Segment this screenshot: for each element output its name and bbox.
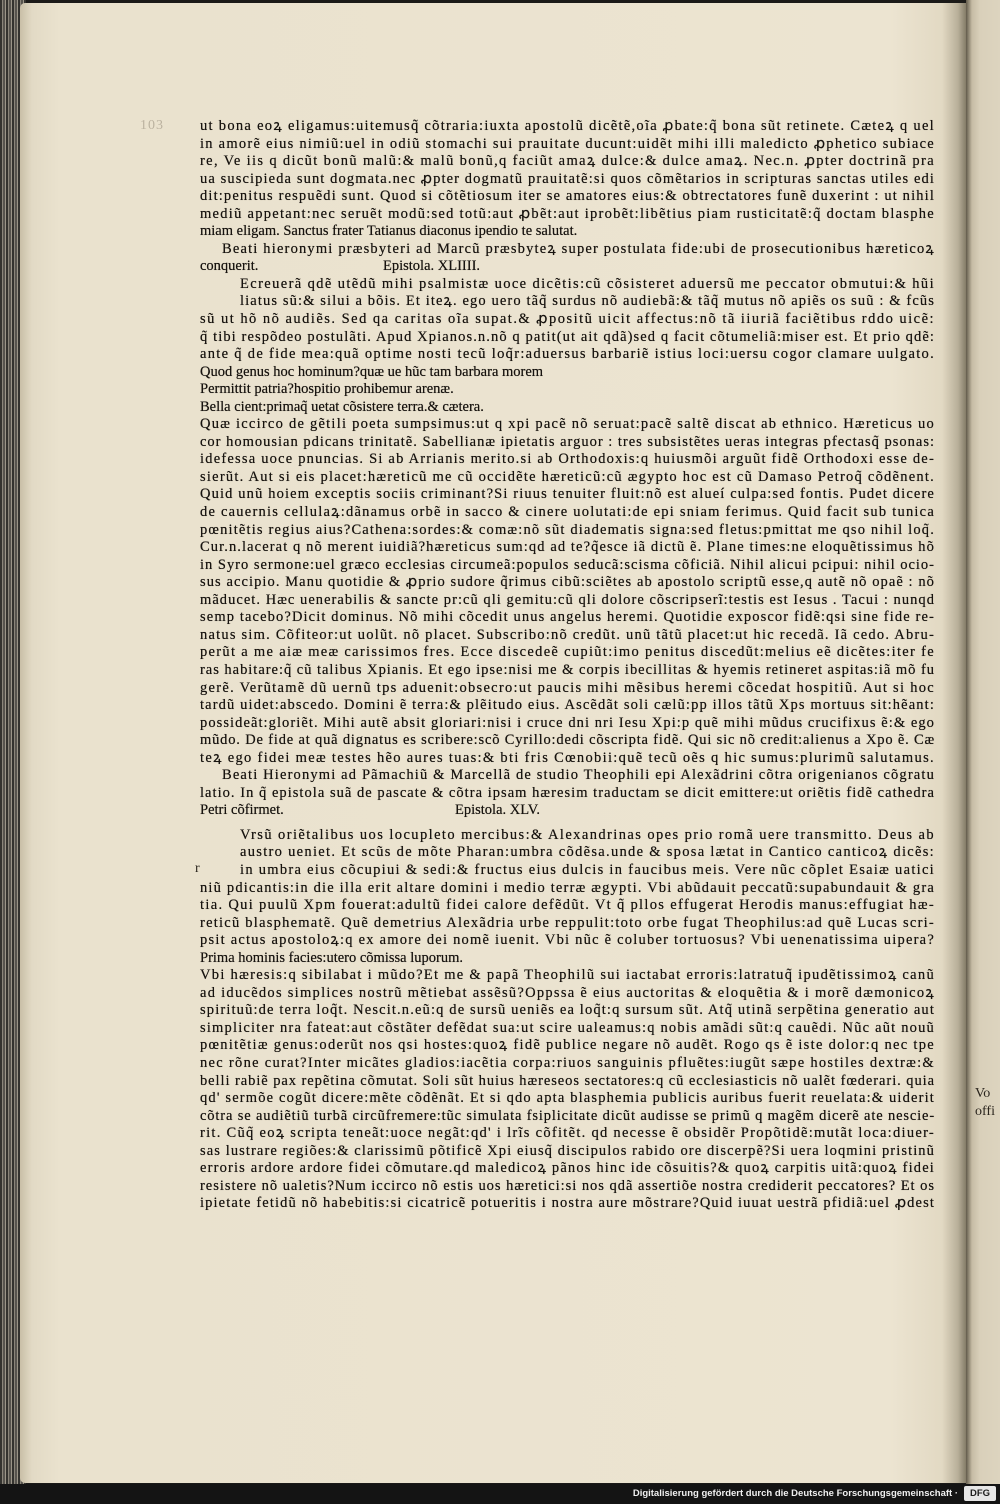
text-line [200,522,935,540]
line-text: gerẽ. Verũtamẽ dũ uernũ tps aduenit:obsecro:ut paucis mihi mẽsibus heremi cõcedat hospitiũ. Aut si hoc [200,679,935,696]
text-line [200,1002,935,1020]
line-text: Cur.n.lacerat q nõ merent iuidiã?hæreticus sum:qd ad te?q̃esce iã dictũ ẽ. Plane times:ne eloquẽtissimus hõ [200,539,935,556]
text-line [200,880,935,898]
text-line [200,897,935,915]
text-line [200,311,935,329]
line-text: sas lustrare regiões:& clarissimũ põtificẽ Xpi eiusq̃ discipulos rabido ore discerpẽ?Si uera loqmini pristinũ [200,1142,935,1159]
verse-line [200,399,935,417]
line-text: in umbra eius cõcupiui & sedi:& fructus eius dulcis in faucibus meis. Vere nũc cõplet Esaiæ uatici [240,861,935,878]
line-text: dit:penitus respuẽdi sunt. Quod si cõtẽtiosum iter se amatores eius:& obtrectatores funẽ duxerint : ut nihil [200,188,935,205]
text-line [200,1073,935,1091]
line-text: ipietate fetidũ nõ habebitis:si cicatricẽ potueritis i nostra aure mõstrare?Quid iuuat uestrã pfidiã:uel ꝓdest [200,1195,935,1212]
line-text: Bella cient:primaq̃ uetat cõsistere terra.& cætera. [200,398,484,415]
line-text: tia. Qui puulũ Xpm fouerat:adultũ fidei calore defẽdũt. Vt q̃ pllos effugerat Herodis manus:effugiat hæ- [200,897,935,914]
line-text: q̃ tibi respõdeo postulãti. Apud Xpianos.n.nõ q patit(ut ait qdã)sed q facit cõtumeliã:miser est. Et prio qdẽ: [200,328,935,345]
line-text: semp tacebo?Dicit dominus. Nõ mihi cõcedit unus angelus heremi. Quotidie exposcor fidẽ:qsi sine fide re- [200,609,935,626]
line-text: ad iducẽdos simplices nostrũ mẽtiebat assẽsũ?Oppssa ẽ eius auctoritas & eloquẽtia & i morẽ dæmonicoꝝ [200,984,935,1001]
text-line [200,1143,935,1161]
text-line [200,153,935,171]
line-text: mãducet. Hæc uenerabilis & sancte pr:cũ qli gemitu:cũ qli dolore cõscripserĩ:testis est Iesus . Tacui : nunqd [200,591,935,608]
text-line [200,539,935,557]
text-line [200,1178,935,1196]
line-text: niũ pdicantis:in die illa erit altare domini i medio terræ ægypti. Vbi abũdauit peccatũ:supabundauit & gra [200,879,935,896]
line-text: Ecreuerã qdẽ utẽdũ mihi psalmistæ uoce dicẽtis:cũ cõsisteret aduersũ me peccator obmutui:& hũi [240,275,935,292]
epistle-number: Epistola. XLIIII. [383,258,481,275]
text-line [200,188,935,206]
line-text: perũt a me aiæ meæ carissimos fres. Ecce discedeẽ cupiũt:imo penitus discedũt:melius eẽ dicẽtes:iter fe [200,644,935,661]
text-line [200,118,935,136]
dfg-logo: DFG [964,1486,996,1501]
line-text: rit. Cũq̃ eoꝝ scripta teneãt:uoce negãt:qd' i lrĩs cõfitẽt. qd necesse ẽ obsidẽr Propõtidẽ:mutãt loca:diuer- [200,1125,936,1142]
line-text: ante q̃ de fide mea:quã optime nosti tecũ loq̃r:aduersus barbariẽ istius loci:uersu cogor clamare uulgato. [200,346,935,363]
text-line [200,136,935,154]
text-line [200,1037,935,1055]
line-text: cor homousian pdicans trinitatẽ. Sabellianæ ipietatis arguor : tres subsistẽtes ueras integras pfectasq̃ psonas: [200,433,935,450]
line-text: Vbi hæresis:q sibilabat i mũdo?Et me & papã Theophilũ sui iactabat erroris:latratuq̃ ipudẽtissimoꝝ canũ [200,967,936,984]
text-line [200,715,935,733]
line-text: latio. In q̃ epistola suã de pascate & cõtra ipsam hæresim traductam se dicit emittere:ut oriẽtis fidẽ cathedra [200,784,935,801]
text-line [200,1125,935,1143]
text-line [200,346,935,364]
line-text: mũdo. De fide at quã dignatus es scribere:scõ Cyrillo:dedi cõscripta fidẽ. Qui sic nõ credit:alienus a Xpo ẽ. Cæ [200,732,935,749]
line-text: pœnitẽtiæ genus:oderũt nos qsi hostes:quoꝝ fidẽ publice negare nõ audẽt. Rogo qs ẽ iste dolor:q nec tpe [200,1037,935,1054]
funding-credit: Digitalisierung gefördert durch die Deutsche Forschungsgemeinschaft · [632,1488,958,1499]
text-line [200,293,935,311]
line-text: ut bona eoꝝ eligamus:uitemusq̃ cõtraria:iuxta apostolũ dicẽtẽ,oĩa ꝓbate:q̃ bona sũt retinete. Cæteꝝ q uel [200,118,935,134]
line-text: Permittit patria?hospitio prohibemur arenæ. [200,381,454,398]
text-line [200,932,935,950]
text-line [200,574,935,592]
line-text: sierũt. Aut si eis placet:hæreticũ me cũ occidẽte hæreticũ:cũ ægypto hoc est cũ Damaso Petroq̃ cõdẽnent. [200,468,935,485]
epistle-number: Epistola. XLV. [455,802,540,819]
text-line [200,680,935,698]
letter-43-closing [200,118,935,241]
text-line [200,627,935,645]
line-text: ua suscipieda sunt dogmata.nec ꝓpter dogmatũ prauitatẽ:si quos cõmẽtarios in scripturas sanctas utiles edi [200,170,935,187]
text-line [200,967,935,985]
line-text: Beati Hieronymi ad Pãmachiũ & Marcellã de studio Theophili epi Alexãdrini cõtra origenianos cõgratu [222,767,935,784]
text-line [200,985,935,1003]
text-line [200,329,935,347]
text-line [200,785,935,803]
text-line [200,862,935,880]
line-text: nec rõne curat?Inter micãtes gladios:iacẽtia corpa:riuos sanguinis pfluẽtes:iugũt sæpe hostiles dextræ:& [200,1054,935,1071]
line-text: pœnitẽtis regius aius?Cathena:sordes:& comæ:nõ sũt diadematis signa:sed fletus:pmittat me qso nihil loq̃. [200,521,935,538]
line-text: Beati hieronymi præsbyteri ad Marcũ præsbyteꝝ super postulata fide:ubi de prosecutionibus hæreticoꝝ [222,240,935,257]
text-line [200,915,935,933]
text-line [200,451,935,469]
line-text: Petri cõfirmet. [200,802,284,819]
text-line [200,486,935,504]
line-text: conquerit. [200,258,259,275]
line-text: cõtra se audiẽtiũ turbã circũfremere:tũc simulata fsiplicitate dicũt audisse se primũ q magẽm dicerẽ ate nescie- [200,1107,935,1124]
line-text: ras habitare:q̃ cũ talibus Xpianis. Et ego ipse:nisi me & corpis ibecillitas & hyemis retineret aspitas:iã mõ fu [200,661,935,678]
bleed-through-page-number: 103 [140,118,164,133]
line-text: belli rabiẽ pax repẽtina cõmutat. Soli sũt huius hæreseos sectatores:q cũ ecclesiasticis nõ ualẽt fœderari. quia [200,1072,935,1089]
text-line [200,1090,935,1108]
line-text: miam eligam. Sanctus frater Tatianus diaconus ipendio te salutat. [200,223,578,240]
line-text: de cauernis cellulaꝝ:dãnamus orbẽ in sacco & cinere uolutati:de epi sniam ferimus. Quid facit sub tunica [200,504,935,521]
text-line [200,1055,935,1073]
verse-line [200,364,935,382]
text-line [200,206,935,224]
line-text: in Syro sermone:uel græco ecclesias circumeã:populos seducã:scisma cõficiã. Nihil alicui pcipui: nihil ocio- [200,556,935,573]
line-text: possideãt:gloriẽt. Mihi autẽ absit gloriari:nisi i cruce dni nri Iesu Xpi:p quẽ mihi mũdus crucifixus ẽ:& ego [200,714,935,731]
text-line [200,469,935,487]
line-text: mediũ appetant:nec seruẽt modũ:sed totũ:aut ꝓbẽt:aut iprobẽt:libẽtius piam rusticitatẽ:q̃ doctam blasphe [200,205,936,222]
facing-page-fragment: Vo [975,1086,991,1101]
main-text-column [200,118,935,1213]
line-text: reticũ blasphematẽ. Quẽ demetrius Alexãdria urbe reppulit:toto orbe fugat Theophilus:ad quẽ Lucas scri- [200,914,935,931]
text-line [200,644,935,662]
line-text: re, Ve iis q dicũt bonũ malũ:& malũ bonũ,q faciũt amaꝝ dulce:& dulce amaꝝ. Nec.n. ꝓpter doctrinã pra [200,153,935,170]
text-line [200,697,935,715]
epistle-title-line [200,258,935,276]
line-text: spirituũ:de terra loq̃t. Nescit.n.eũ:q de sursũ ueniẽs ea loq̃t:q sursum sũt. Atq̃ utinã serpẽtina generatio aut [200,1002,935,1019]
text-line [200,1020,935,1038]
text-line [200,276,935,294]
line-text: idefessa uoce pnuncias. Si ab Arrianis merito.si ab Orthodoxis:q huiusmõi arguũt fidẽ Orthodoxi esse de- [200,451,935,468]
epistle-44-heading [200,241,935,276]
text-line [200,171,935,189]
epistle-title-line [200,802,935,820]
text-line [200,592,935,610]
line-text: Quod genus hoc hominum?quæ ue hũc tam barbara morem [200,363,544,380]
line-text: simpliciter nra fateat:aut cõstãter defẽdat sua:ut scire ualeamus:q nobis amãdi sũt:q cauẽdi. Nũc aũt nouũ [200,1019,935,1036]
text-line [200,950,935,968]
text-line [200,434,935,452]
text-line [200,609,935,627]
text-line [200,767,935,785]
text-line [200,223,935,241]
text-line [200,844,935,862]
line-text: Quid unũ hoiem exceptis sociis criminant?Si riuus tenuiter fluit:nõ est alueí culpa:sed fontis. Pudet dicere [200,486,935,503]
line-text: qd' sermõe cogũt dicere:mẽte cõdẽnãt. Et si qdo apta blasphemia publicis auribus fuerit reuelata:& uiderit [200,1090,935,1107]
line-text: liatus sũ:& silui a bõis. Et iteꝝ. ego uero tãq̃ surdus nõ audiebã:& tãq̃ mutus nõ apiẽs os suũ : & fcũs [240,293,935,310]
line-text: teꝝ ego fidei meæ testes hẽo aures tuas:& bti fris Cœnobii:quẽ tecũ oẽs q hic sumus:plurimũ salutamus. [200,749,935,766]
line-text: tardũ uidet:abscedo. Domini ẽ terra:& plẽitudo eius. Ascẽdãt soli cælũ:pp illos tãtũ Xps mortuus sit:hẽant: [200,697,935,714]
text-line [200,662,935,680]
text-line [200,1195,935,1213]
facing-page [966,0,1000,1484]
text-line [200,241,935,259]
line-text: in amorẽ eius nimiũ:uel in odiũ stomachi sui prauitate ducunt:uidẽt mihi illi maledicto ꝓphetico subiace [200,135,935,152]
line-text: erroris ardore ardore fidei cõmutare.qd maledicoꝝ pãnos hinc ide cõsuitis?& quoꝝ carpitis uitã:quoꝝ fidei [200,1160,935,1177]
epistle-45-body [200,827,935,1213]
line-text: natus sim. Cõfiteor:ut uolũt. nõ placet. Subscribo:nõ credũt. unũ tãtũ placet:ut hic recedã. Iã cedo. Abru- [200,626,935,643]
text-line [200,732,935,750]
line-text: sus accipio. Manu quotidie & ꝓprio sudore q̃rimus cibũ:sciẽtes ab apostolo scriptũ esse,q autẽ nõ opaẽ : nõ [200,574,935,591]
guide-letter: r [195,861,200,876]
verse-line [200,381,935,399]
epistle-44-body [200,276,935,767]
text-line [200,557,935,575]
epistle-45-heading [200,767,935,820]
line-text: Vrsũ oriẽtalibus uos locupleto mercibus:& Alexandrinas opes prio romã uere transmitto. Deus ab [240,826,935,843]
line-text: sũ ut hõ nõ audiẽs. Sed qa caritas oĩa supat.& ꝓpositũ uicit affectus:nõ tã iiuriã faciẽtibus rddo uicẽ: [200,311,935,328]
line-text: Prima hominis facies:utero cõmissa luporum. [200,949,463,966]
text-line [200,1108,935,1126]
line-text: austro ueniet. Et scũs de mõte Pharan:umbra cõdẽsa.unde & sposa lætat in Cantico canticoꝝ dicẽs: [240,844,935,861]
line-text: psit actus apostoloꝝ:q ex amore dei nomẽ iuenit. Vbi nũc ẽ coluber tortuosus? Vbi uenenatissima uipera? [200,932,935,949]
digitization-footer [0,1484,1000,1504]
line-text: Quæ iccirco de gẽtili poeta sumpsimus:ut q xpi pacẽ nõ seruat:pacẽ saltẽ discat ab ethnico. Hæreticus uo [200,416,935,433]
line-text: resistere nõ ualetis?Num iccirco nõ estis uos hæretici:si nos qdã assertiõe nostra crediderit peccatores? Et os [200,1177,935,1194]
text-line [200,827,935,845]
facing-page-fragment: offi [975,1104,995,1119]
text-line [200,504,935,522]
text-line [200,750,935,768]
text-line [200,416,935,434]
text-line [200,1160,935,1178]
